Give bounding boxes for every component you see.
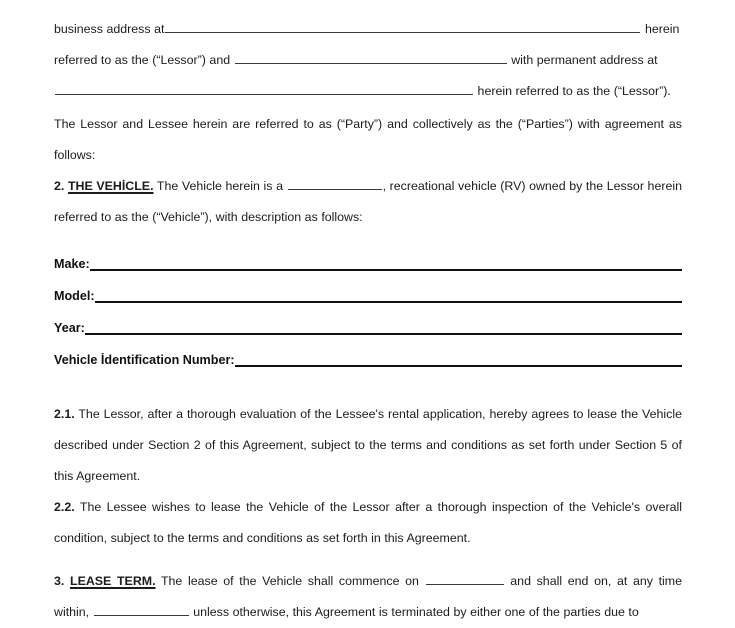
blank-field[interactable] xyxy=(55,83,473,95)
section-2-2 xyxy=(54,492,682,554)
field-label-model: Model: xyxy=(54,289,95,303)
parties-line-final xyxy=(54,76,682,107)
section-2-1-text xyxy=(54,399,682,492)
line-prefix: business address at xyxy=(54,22,165,36)
section-2-the-vehicle xyxy=(54,171,682,233)
clipped-top-line-text xyxy=(54,0,682,2)
party-definition-text: The Lessor and Lessee herein are referred to as (“Party”) and collectively as the (“Parties”) with agreement as follows: xyxy=(54,117,682,162)
party-definition-paragraph xyxy=(54,109,682,171)
line-text xyxy=(54,45,682,76)
section-2-1-body: The Lessor, after a thorough evaluation of the Lessee's rental application, hereby agrees to lease the Vehicle described under Section 2 of this Agreement, subject to the terms and conditions as set forth under Section 5 of this Agreement. xyxy=(54,407,682,483)
clipped-top-line xyxy=(54,0,682,2)
line-text xyxy=(54,14,682,45)
vehicle-field-model xyxy=(54,287,682,304)
section-3-text xyxy=(54,566,682,628)
line-text xyxy=(54,76,682,107)
parties-line-business-address xyxy=(54,14,682,45)
field-label-make: Make: xyxy=(54,257,90,271)
line-suffix: herein xyxy=(644,22,680,36)
section-2-1 xyxy=(54,399,682,492)
parties-line-lessor xyxy=(54,45,682,76)
field-input-year[interactable] xyxy=(85,319,682,335)
line-suffix: with permanent address at xyxy=(511,53,658,67)
section-3-text-before-blank1: The lease of the Vehicle shall commence on xyxy=(160,574,419,588)
blank-field[interactable] xyxy=(94,604,189,616)
section-3-text-after-blank1: and shall end on, at any time within, xyxy=(54,574,683,619)
section-2-1-number: 2.1. xyxy=(54,407,75,421)
section-2-text-before-blank: The Vehicle herein is a xyxy=(156,179,283,193)
blank-field[interactable] xyxy=(165,21,640,33)
blank-field[interactable] xyxy=(288,178,382,190)
field-input-model[interactable] xyxy=(95,287,682,303)
section-2-text-after-blank: , recreational vehicle (RV) owned by the Lessor herein referred to as the (“Vehicle”), with description as follows: xyxy=(54,179,683,224)
line-suffix: herein referred to as the (“Lessor”). xyxy=(477,84,671,98)
section-2-2-number: 2.2. xyxy=(54,500,75,514)
blank-field[interactable] xyxy=(235,52,507,64)
section-3-heading: LEASE TERM. xyxy=(70,574,156,588)
vehicle-field-vin xyxy=(54,351,682,368)
vehicle-field-year xyxy=(54,319,682,336)
vehicle-field-make xyxy=(54,255,682,272)
section-2-2-text xyxy=(54,492,682,554)
field-label-year: Year: xyxy=(54,321,85,335)
field-label-vin: Vehicle İdentification Number: xyxy=(54,353,235,367)
line-prefix: referred to as the (“Lessor”) and xyxy=(54,53,231,67)
section-2-number: 2. xyxy=(54,179,65,193)
field-input-make[interactable] xyxy=(90,255,682,271)
blank-field[interactable] xyxy=(426,573,504,585)
section-3-lease-term xyxy=(54,566,682,628)
section-2-text xyxy=(54,171,682,233)
section-3-number: 3. xyxy=(54,574,65,588)
field-input-vin[interactable] xyxy=(235,351,682,367)
section-3-text-after-blank2: unless otherwise, this Agreement is terminated by either one of the parties due to xyxy=(193,605,639,619)
section-2-2-body: The Lessee wishes to lease the Vehicle of the Lessor after a thorough inspection of the Vehicle's overall condition, subject to the terms and conditions as set forth in this Agreement. xyxy=(54,500,682,545)
section-2-heading: THE VEHİCLE. xyxy=(67,179,154,193)
